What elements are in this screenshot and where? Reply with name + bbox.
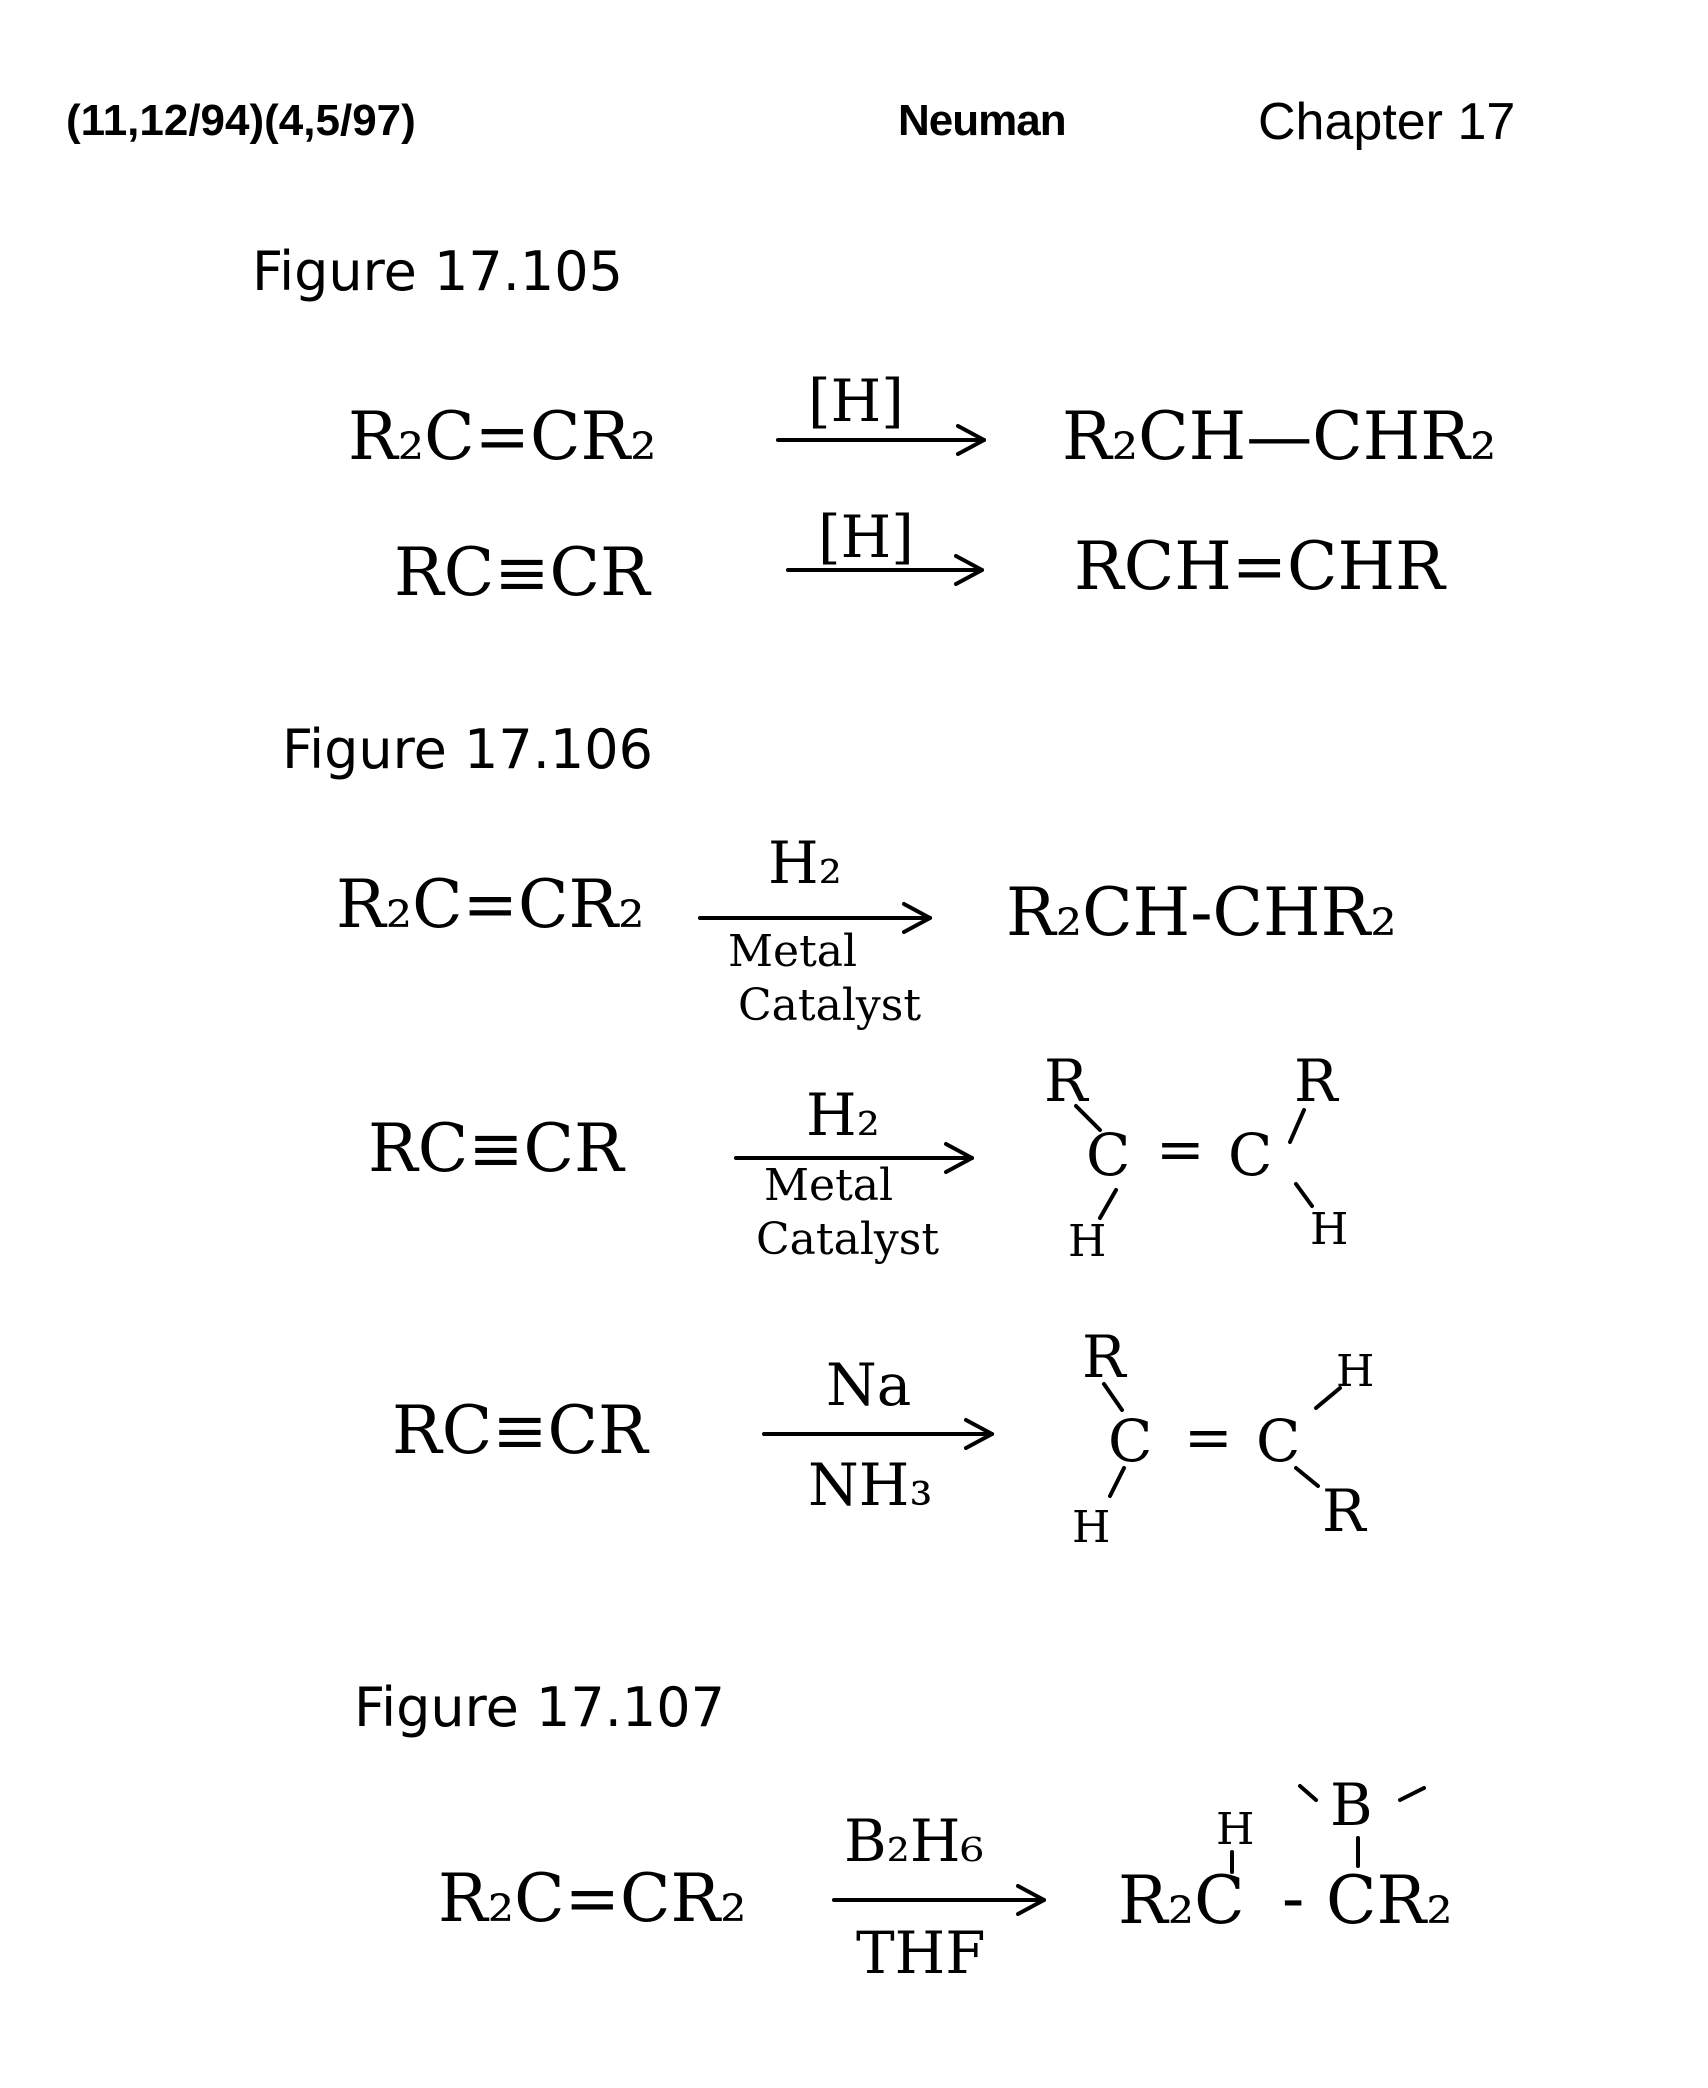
fig106-rxn1-condition-2: Catalyst [738, 980, 922, 1031]
fig106-rxn2-reactant: RC≡CR [368, 1110, 624, 1187]
cis-bond-bottom-left [1100, 1190, 1116, 1218]
fig107-reactant: R₂C=CR₂ [438, 1860, 747, 1937]
fig106-rxn1-reagent: H₂ [768, 829, 842, 897]
fig107-product-boron: B [1330, 1771, 1373, 1839]
fig106-rxn3-arrow [764, 1420, 992, 1448]
fig105-rxn2-reactant: RC≡CR [394, 534, 650, 611]
fig106-rxn1-condition-1: Metal [728, 926, 858, 977]
cis-product-bottom-left-h: H [1068, 1216, 1107, 1267]
trans-product-bottom-right-r: R [1322, 1477, 1366, 1545]
figure-17-105-label: Figure 17.105 [252, 240, 623, 303]
trans-bond-top-left [1104, 1384, 1122, 1410]
fig106-rxn1-arrow [700, 904, 930, 932]
fig106-rxn1-product: R₂CH-CHR₂ [1006, 874, 1397, 951]
cis-product-top-right-r: R [1294, 1047, 1338, 1115]
fig105-rxn1-reagent: [H] [808, 367, 904, 435]
fig107-product-left: R₂C [1118, 1862, 1245, 1939]
fig106-rxn3-reagent: Na [826, 1351, 912, 1419]
fig106-rxn2-condition-2: Catalyst [756, 1214, 940, 1265]
header-author: Neuman [898, 96, 1066, 145]
trans-product-double-bond: = [1184, 1403, 1233, 1471]
fig105-rxn2-product: RCH=CHR [1074, 528, 1445, 605]
borane-bond-b-right [1400, 1788, 1424, 1800]
cis-bond-top-right [1290, 1110, 1304, 1142]
trans-bond-bottom-right [1296, 1468, 1318, 1486]
trans-bond-top-right [1316, 1388, 1340, 1408]
fig107-arrow [834, 1886, 1044, 1914]
trans-product-bottom-left-h: H [1072, 1502, 1111, 1553]
cis-product-carbon-1: C [1086, 1121, 1131, 1189]
figure-17-106-label: Figure 17.106 [282, 718, 653, 781]
fig105-rxn1-reactant: R₂C=CR₂ [348, 398, 657, 475]
fig105-rxn1-product: R₂CH—CHR₂ [1062, 398, 1497, 475]
fig107-reagent: B₂H₆ [844, 1807, 984, 1875]
cis-product-bottom-right-h: H [1310, 1204, 1349, 1255]
cis-bond-top-left [1076, 1106, 1100, 1130]
fig106-rxn3-condition: NH₃ [808, 1451, 933, 1519]
fig107-product-bond: - [1282, 1860, 1305, 1937]
fig106-rxn2-condition-1: Metal [764, 1160, 894, 1211]
header-chapter: Chapter 17 [1258, 93, 1516, 151]
fig107-solvent: THF [856, 1919, 986, 1987]
borane-bond-b-left [1300, 1786, 1316, 1800]
figure-17-107-label: Figure 17.107 [354, 1676, 725, 1739]
trans-product-carbon-2: C [1256, 1407, 1301, 1475]
fig107-product-h: H [1216, 1804, 1255, 1855]
trans-product-carbon-1: C [1108, 1407, 1153, 1475]
header-date-codes: (11,12/94)(4,5/97) [66, 96, 416, 145]
trans-bond-bottom-left [1110, 1468, 1124, 1496]
cis-product-double-bond: = [1156, 1115, 1205, 1183]
fig105-rxn2-reagent: [H] [818, 503, 914, 571]
fig106-rxn1-reactant: R₂C=CR₂ [336, 866, 645, 943]
fig106-rxn2-reagent: H₂ [806, 1081, 880, 1149]
cis-product-top-left-r: R [1044, 1047, 1088, 1115]
trans-product-top-left-r: R [1082, 1323, 1126, 1391]
fig105-rxn2-arrow [788, 556, 982, 584]
cis-bond-bottom-right [1296, 1184, 1312, 1206]
fig107-product-right: CR₂ [1326, 1862, 1453, 1939]
trans-product-top-right-h: H [1336, 1346, 1375, 1397]
cis-product-carbon-2: C [1228, 1121, 1273, 1189]
fig105-rxn1-arrow [778, 426, 984, 454]
fig106-rxn2-arrow [736, 1144, 972, 1172]
fig106-rxn3-reactant: RC≡CR [392, 1392, 648, 1469]
